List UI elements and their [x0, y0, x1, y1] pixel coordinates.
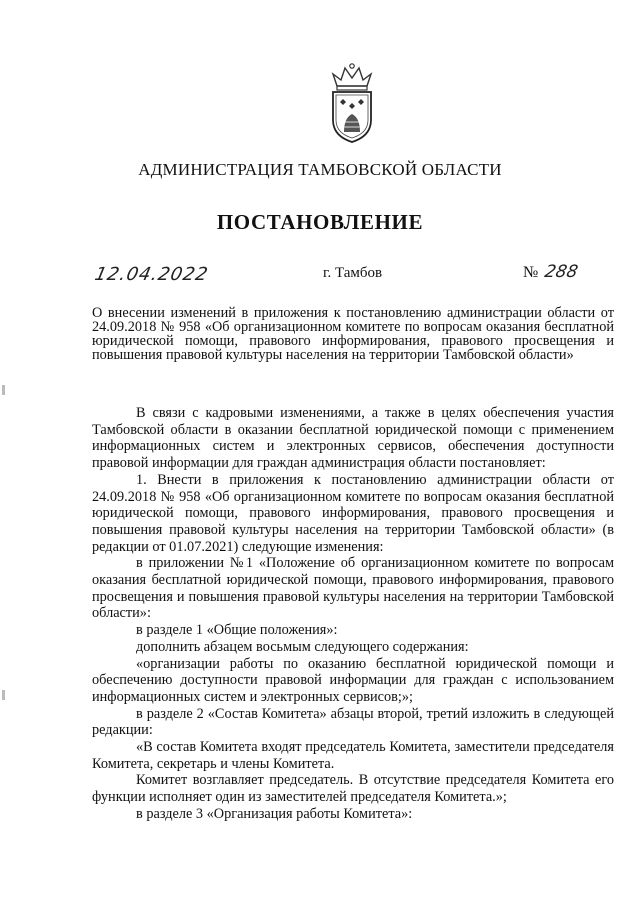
paragraph: 1. Внести в приложения к постановлению администрации области от 24.09.2018 № 958 «Об организационном комитете по вопросам оказания бесплатной юридической помощи, правового информирования, правового просвещения и повышения правовой культуры населения на территории Тамбовской области» (в редакции от 01.07.2021) следующие изменения: [92, 471, 614, 555]
handwritten-date: 12.04.2022 [92, 264, 211, 285]
paragraph: В связи с кадровыми изменениями, а также в целях обеспечения участия Тамбовской области в оказании бесплатной юридической помощи с применением информационных систем и электронных сервисов, обеспечения доступности правовой информации для граждан администрация области постановляет: [92, 405, 614, 472]
city: г. Тамбов [323, 265, 383, 281]
paragraph: дополнить абзацем восьмым следующего содержания: [136, 638, 469, 655]
paragraph: в разделе 3 «Организация работы Комитета»: [136, 805, 413, 822]
coat-of-arms-icon [327, 62, 377, 144]
paragraph: в разделе 1 «Общие положения»: [136, 622, 338, 639]
number-label: № [523, 264, 539, 281]
paragraph: «В состав Комитета входят председатель Комитета, заместители председателя Комитета, секретарь и члены Комитета. [92, 739, 614, 772]
handwritten-number: 288 [542, 262, 580, 282]
paragraph: «организации работы по оказанию бесплатной юридической помощи и обеспечению доступности правовой информации для граждан с использованием информационных систем и электронных сервисов;»; [92, 655, 614, 705]
paragraph: в приложении №1 «Положение об организационном комитете по вопросам оказания бесплатной юридической помощи, правового информирования, правового просвещения и повышения правовой культуры населения на территории Тамбовской области»: [92, 555, 614, 622]
scan-margin-mark [2, 690, 5, 700]
document-type: ПОСТАНОВЛЕНИЕ [216, 210, 424, 234]
document-body [92, 405, 614, 823]
scan-margin-mark [2, 385, 5, 395]
document-subject: О внесении изменений в приложения к постановлению администрации области от 24.09.2018 № 958 «Об организационном комитете по вопросам оказания бесплатной юридической помощи, правового информирования, правового просвещения и повышения правовой культуры населения на территории Тамбовской области» [92, 305, 614, 363]
paragraph: в разделе 2 «Состав Комитета» абзацы второй, третий изложить в следующей редакции: [92, 705, 614, 739]
organization-name: АДМИНИСТРАЦИЯ ТАМБОВСКОЙ ОБЛАСТИ [138, 160, 502, 179]
paragraph: Комитет возглавляет председатель. В отсутствие председателя Комитета его функции исполняет один из заместителей председателя Комитета.»; [92, 772, 614, 806]
